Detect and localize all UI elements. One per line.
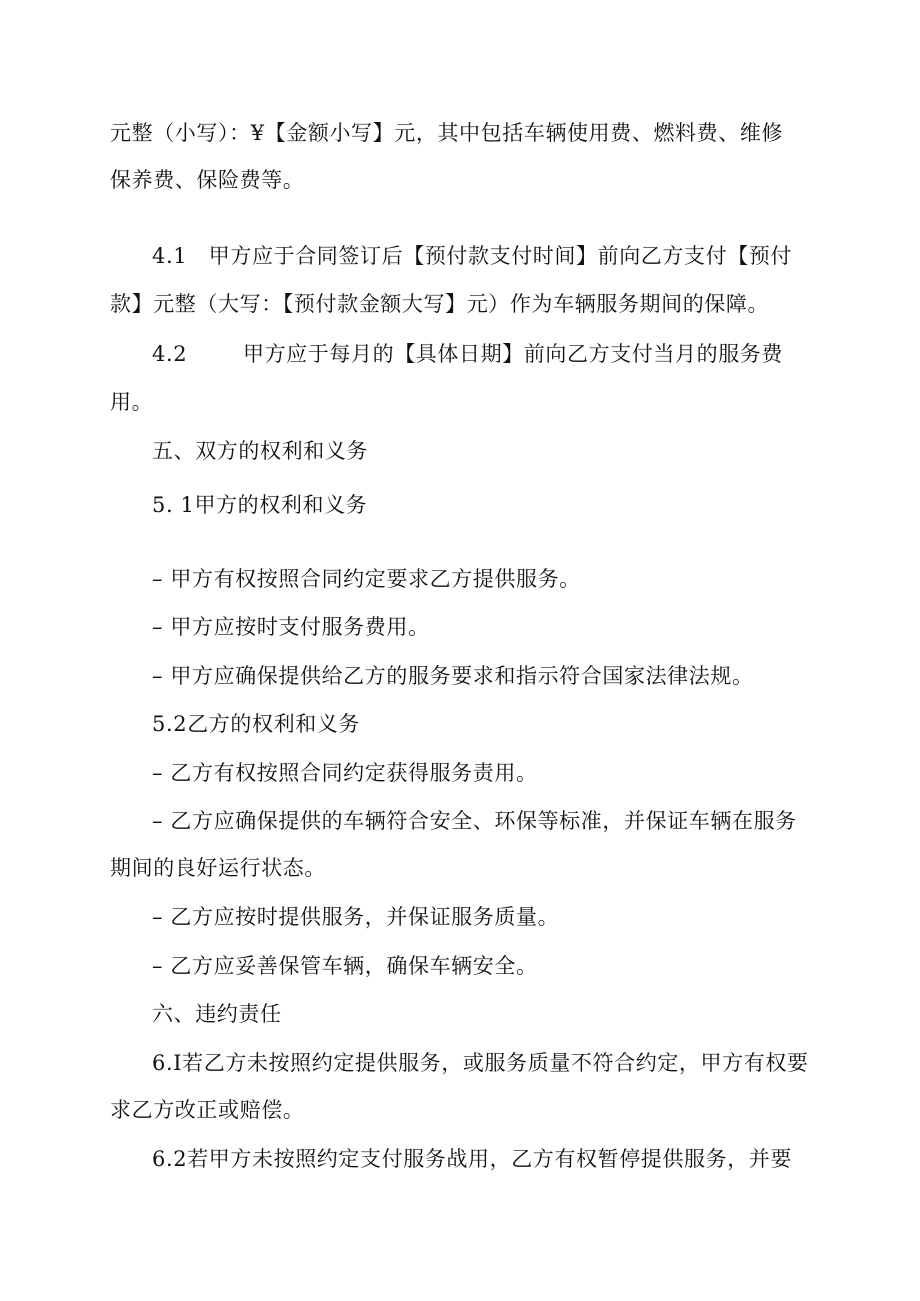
section-heading-6: 六、违约责任 bbox=[152, 1002, 282, 1026]
paragraph-line: 保养费、保险费等。 bbox=[110, 168, 305, 192]
paragraph-line: 元整（小写）：¥【金额小写】元，其中包括车辆使用费、燃料费、维修 bbox=[110, 121, 784, 145]
clause-4-1-line: 4.1 甲方应于合同签订后【预付款支付时间】前向乙方支付【预付 bbox=[152, 244, 792, 268]
subsection-heading-5-2: 5.2乙方的权利和义务 bbox=[152, 712, 360, 736]
list-item: – 乙方应按时提供服务，并保证服务质量。 bbox=[152, 905, 560, 929]
clause-4-2-number: 4.2 bbox=[152, 342, 188, 366]
clause-6-1-line: 6.I若乙方未按照约定提供服务，或服务质量不符合约定，甲方有权要 bbox=[152, 1051, 809, 1075]
clause-4-2-text: 甲方应于每月的【具体日期】前向乙方支付当月的服务费 bbox=[243, 342, 783, 366]
list-item: – 甲方有权按照合同约定要求乙方提供服务。 bbox=[152, 567, 581, 591]
section-heading-5: 五、双方的权利和义务 bbox=[152, 439, 368, 463]
paragraph-line: 用。 bbox=[110, 390, 154, 414]
subsection-heading-5-1: 5. 1甲方的权利和义务 bbox=[152, 493, 368, 517]
paragraph-line: 求乙方改正或赔偿。 bbox=[110, 1098, 305, 1122]
clause-6-2-line: 6.2若甲方未按照约定支付服务战用，乙方有权暂停提供服务，并要 bbox=[152, 1147, 792, 1171]
list-item-continuation: 期间的良好运行状态。 bbox=[110, 856, 326, 880]
list-item: – 乙方有权按照合同约定获得服务责用。 bbox=[152, 761, 538, 785]
list-item: – 甲方应按时支付服务费用。 bbox=[152, 615, 430, 639]
list-item: – 乙方应妥善保管车辆，确保车辆安全。 bbox=[152, 954, 538, 978]
paragraph-line: 款】元整（大写：【预付款金额大写】元）作为车辆服务期间的保障。 bbox=[110, 292, 770, 316]
list-item: – 乙方应确保提供的车辆符合安全、环保等标准，并保证车辆在服务 bbox=[152, 809, 797, 833]
list-item: – 甲方应确保提供给乙方的服务要求和指示符合国家法律法规。 bbox=[152, 664, 754, 688]
